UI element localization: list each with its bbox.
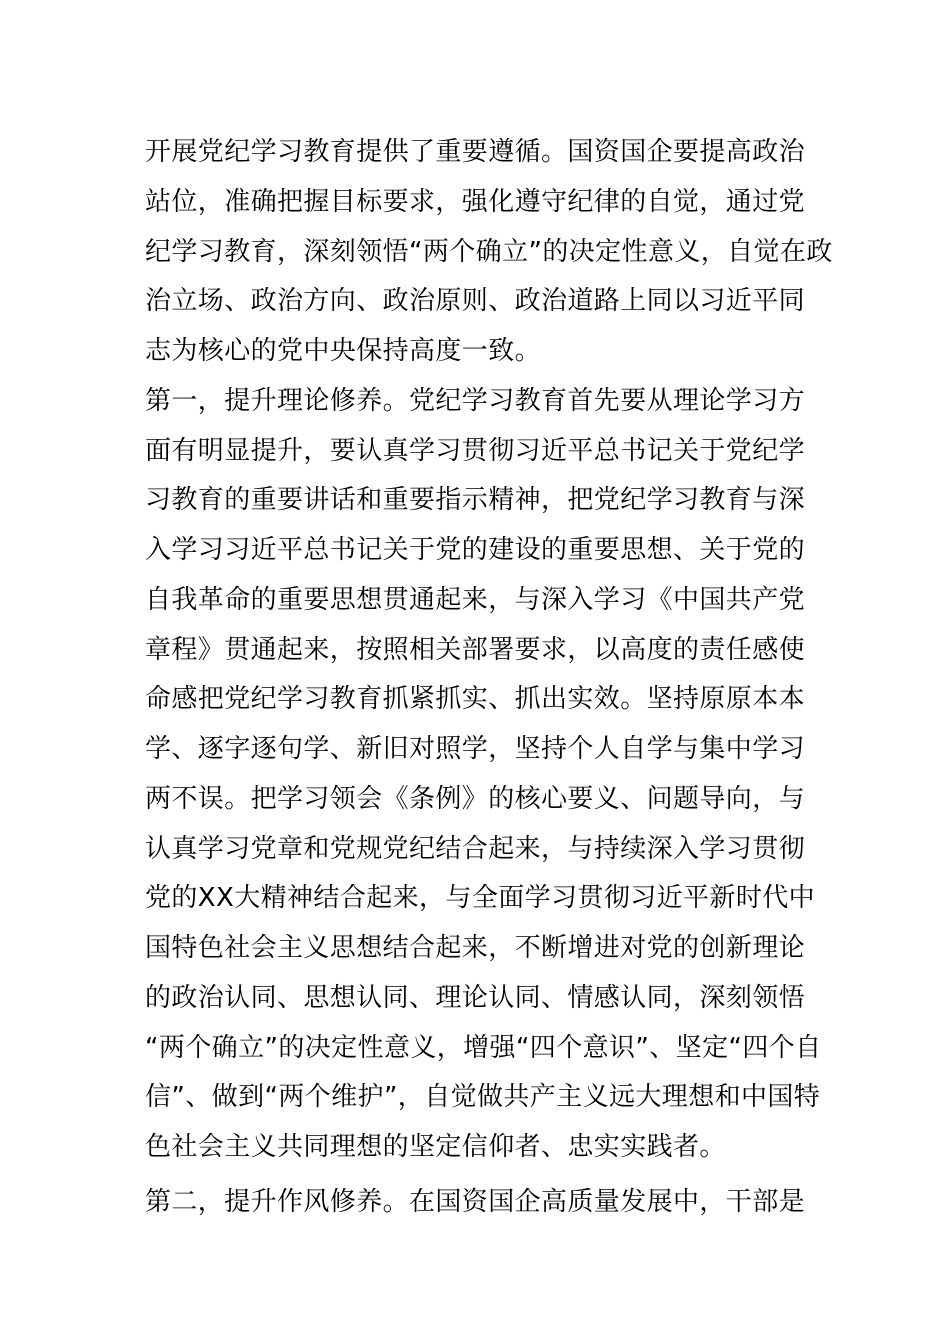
text-line: 治立场、政治方向、政治原则、政治道路上同以习近平同 bbox=[145, 286, 806, 317]
text-line: 认真学习党章和党规党纪结合起来，与持续深入学习贯彻 bbox=[145, 833, 806, 864]
text-line: 纪学习教育，深刻领悟“两个确立”的决定性意义，自觉在政 bbox=[145, 236, 833, 267]
text-line: 第一，提升理论修养。党纪学习教育首先要从理论学习方 bbox=[145, 385, 806, 416]
text-line: 开展党纪学习教育提供了重要遵循。国资国企要提高政治 bbox=[145, 137, 806, 167]
text-line: 党的XX大精神结合起来，与全面学习贯彻习近平新时代中 bbox=[145, 883, 816, 914]
text-line: 章程》贯通起来，按照相关部署要求，以高度的责任感使 bbox=[145, 634, 806, 665]
text-line: 学、逐字逐句学、新旧对照学，坚持个人自学与集中学习 bbox=[145, 734, 806, 764]
paragraph-3 bbox=[145, 1178, 810, 1228]
text-line: 面有明显提升，要认真学习贯彻习近平总书记关于党纪学 bbox=[145, 435, 806, 466]
text-line: 志为核心的党中央保持高度一致。 bbox=[145, 336, 542, 366]
text-line: 入学习习近平总书记关于党的建设的重要思想、关于党的 bbox=[145, 535, 806, 565]
document-body bbox=[145, 128, 833, 1228]
text-line: 命感把党纪学习教育抓紧抓实、抓出实效。坚持原原本本 bbox=[145, 684, 806, 715]
text-line: 第二，提升作风修养。在国资国企高质量发展中，干部是 bbox=[145, 1186, 806, 1217]
paragraph-1 bbox=[145, 128, 833, 377]
text-line: 自我革命的重要思想贯通起来，与深入学习《中国共产党 bbox=[145, 584, 806, 615]
text-line: “两个确立”的决定性意义，增强“四个意识”、坚定“四个自 bbox=[145, 1032, 822, 1063]
text-line: 两不误。把学习领会《条例》的核心要义、问题导向，与 bbox=[145, 783, 806, 814]
text-line: 站位，准确把握目标要求，强化遵守纪律的自觉，通过党 bbox=[145, 186, 806, 217]
text-line: 信”、做到“两个维护”，自觉做共产主义远大理想和中国特 bbox=[145, 1082, 821, 1113]
text-line: 的政治认同、思想认同、理论认同、情感认同，深刻领悟 bbox=[145, 982, 806, 1013]
paragraph-2 bbox=[145, 377, 822, 1173]
text-line: 色社会主义共同理想的坚定信仰者、忠实实践者。 bbox=[145, 1132, 726, 1162]
text-line: 习教育的重要讲话和重要指示精神，把党纪学习教育与深 bbox=[145, 485, 806, 516]
text-line: 国特色社会主义思想结合起来，不断增进对党的创新理论 bbox=[145, 933, 806, 963]
